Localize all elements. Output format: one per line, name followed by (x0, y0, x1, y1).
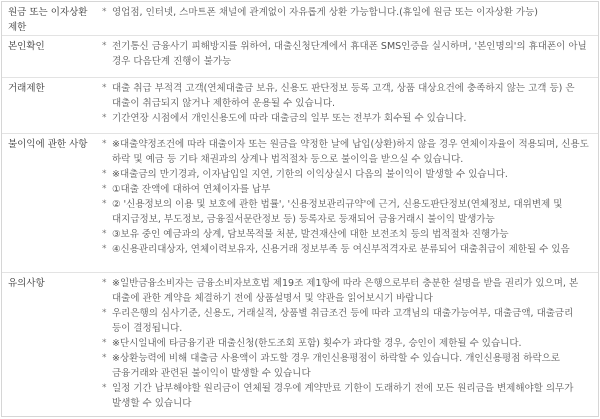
list-item: * 대출 취급 부적격 고객(연체대출금 보유, 신용도 판단정보 등록 고객, 상품 대상요건에 충족하지 않는 고객 등) 은 대출이 취급되지 않거나 제한하여 운용될 수 있습니다. (100, 81, 590, 111)
list-item: * ※대출약정조건에 따라 대출이자 또는 원금을 약정한 날에 납입(상환)하지 않을 경우 연체이자율이 적용되며, 신용도 하락 및 예금 등 기타 채권과의 상계나 법적절차 등으로 불이익을 받으실 수 있습니다. (100, 137, 590, 167)
loan-info-table (1, 1, 599, 417)
row-repayment-limit (2, 2, 598, 36)
list-item: * 기간연장 시점에서 개인신용도에 따라 대출금의 일부 또는 전부가 회수될 수 있습니다. (100, 111, 590, 126)
list-item: * ③보유 중인 예금과의 상계, 담보목적물 처분, 발견재산에 대한 보전조치 등의 법적절차 진행가능 (100, 227, 590, 242)
row-trade-restriction (2, 78, 598, 134)
list-item: * 전기통신 금융사기 피해방지를 위하여, 대출신청단계에서 휴대폰 SMS인증을 실시하며, '본인명의'의 휴대폰이 아닐 경우 다음단계 진행이 불가능 (100, 39, 590, 69)
row-label: 원금 또는 이자상환 제한 (8, 7, 88, 33)
row-label: 유의사항 (8, 278, 45, 289)
row-label: 거래제한 (8, 83, 45, 94)
list-item: * 영업점, 인터넷, 스마트폰 채널에 관계없이 자유롭게 상환 가능합니다.(휴일에 원금 또는 이자상환 가능) (100, 5, 590, 20)
row-content (100, 78, 598, 133)
row-identity-check (2, 36, 598, 78)
list-item: * 일정 기간 납부해야할 원리금이 연체될 경우에 계약만료 기한이 도래하기 전에 모든 원리금을 변제해야할 의무가 발생할 수 있습니다 (100, 381, 590, 411)
row-content (100, 36, 598, 77)
row-label: 불이익에 관한 사항 (8, 139, 88, 150)
list-item: * ①대출 잔액에 대하여 연체이자를 납부 (100, 182, 590, 197)
row-content (100, 2, 598, 35)
row-content (100, 134, 598, 272)
list-item: * ※단시일내에 타금융기관 대출신청(한도조회 포함) 횟수가 과다할 경우, 승인이 제한될 수 있습니다. (100, 336, 590, 351)
list-item: * ※일반금융소비자는 금융소비자보호법 제19조 제1항에 따라 은행으로부터 충분한 설명을 받을 권리가 있으며, 본 대출에 관한 계약을 체결하기 전에 상품설명서 및 약관을 읽어보시기 바랍니다 (100, 276, 590, 306)
list-item: * ※상환능력에 비해 대출금 사용액이 과도할 경우 개인신용평점이 하락할 수 있습니다. 개인신용평점 하락으로 금융거래와 관련된 불이익이 발생할 수 있습니다 (100, 351, 590, 381)
row-label: 본인확인 (8, 41, 45, 52)
list-item: * ② '신용정보의 이용 및 보호에 관한 법률', '신용정보관리규약'에 근거, 신용도판단정보(연체정보, 대위변제 및 대지급정보, 부도정보, 금융질서문란정보 등) 등록자로 등재되어 금융거래시 불이익 발생가능 (100, 197, 590, 227)
row-notes (2, 273, 598, 418)
row-content (100, 273, 598, 418)
list-item: * ※대출금의 만기경과, 이자납입일 지연, 기한의 이익상실시 다음의 불이익이 발생할 수 있습니다. (100, 167, 590, 182)
row-disadvantages (2, 134, 598, 273)
list-item: * ④신용관리대상자, 연체이력보유자, 신용거래 정보부족 등 여신부적격자로 분류되어 대출취급이 제한될 수 있음 (100, 242, 590, 257)
list-item: * 우리은행의 심사기준, 신용도, 거래실적, 상품별 취급조건 등에 따라 고객님의 대출가능여부, 대출금액, 대출금리 등이 결정됩니다. (100, 306, 590, 336)
